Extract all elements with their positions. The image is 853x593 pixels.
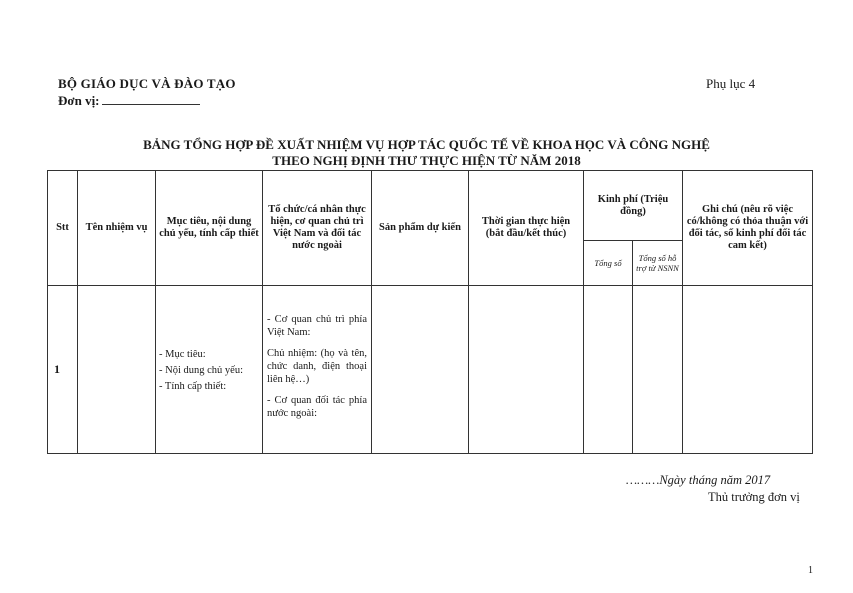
row-budget-total — [584, 286, 633, 454]
row-goals — [156, 286, 263, 454]
header-note: Ghi chú (nêu rõ việc có/không có thỏa thuận với đối tác, số kinh phí đối tác cam kết) — [683, 171, 813, 286]
goal-line: - Mục tiêu: — [159, 348, 206, 360]
date-line: ………Ngày tháng năm 2017 — [626, 473, 771, 487]
row-task-name — [78, 286, 156, 454]
proposal-table — [47, 170, 813, 454]
signer-title: Thủ trưởng đơn vị — [708, 490, 800, 504]
document-title-line2: THEO NGHỊ ĐỊNH THƯ THỰC HIỆN TỪ NĂM 2018 — [272, 153, 581, 168]
unit-blank-line — [102, 93, 200, 105]
row-organization — [263, 286, 372, 454]
partner-line: - Cơ quan đối tác phía nước ngoài: — [267, 395, 367, 419]
header-time: Thời gian thực hiện (bắt đầu/kết thúc) — [469, 171, 584, 286]
table-row — [48, 286, 813, 454]
row-budget-nsnn — [633, 286, 683, 454]
row-product — [372, 286, 469, 454]
row-time — [469, 286, 584, 454]
document-title-line1: BẢNG TỔNG HỢP ĐỀ XUẤT NHIỆM VỤ HỢP TÁC QUỐC TẾ VỀ KHOA HỌC VÀ CÔNG NGHỆ — [143, 137, 710, 152]
header-product: Sản phẩm dự kiến — [372, 171, 469, 286]
urgency-line: - Tính cấp thiết: — [159, 380, 227, 392]
vn-host-line: - Cơ quan chủ trì phía Việt Nam: — [267, 314, 367, 338]
appendix-label: Phụ lục 4 — [706, 76, 756, 91]
header-stt: Stt — [48, 171, 78, 286]
header-budget: Kinh phí (Triệu đồng) — [584, 171, 683, 241]
unit-label-row — [58, 93, 200, 109]
header-budget-nsnn: Tổng số hỗ trợ từ NSNN — [633, 241, 683, 286]
page-number: 1 — [808, 565, 813, 576]
leader-line: Chủ nhiệm: (họ và tên, chức danh, điện thoại liên hệ…) — [267, 348, 367, 385]
header-task-name: Tên nhiệm vụ — [78, 171, 156, 286]
org-name: BỘ GIÁO DỤC VÀ ĐÀO TẠO — [58, 76, 236, 91]
content-line: - Nội dung chủ yếu: — [159, 364, 243, 376]
unit-label: Đơn vị: — [58, 93, 100, 108]
header-goals: Mục tiêu, nội dung chủ yếu, tính cấp thiết — [156, 171, 263, 286]
row-stt: 1 — [48, 286, 78, 454]
header-organization: Tổ chức/cá nhân thực hiện, cơ quan chủ trì Việt Nam và đối tác nước ngoài — [263, 171, 372, 286]
header-budget-total: Tổng số — [584, 241, 633, 286]
row-note — [683, 286, 813, 454]
